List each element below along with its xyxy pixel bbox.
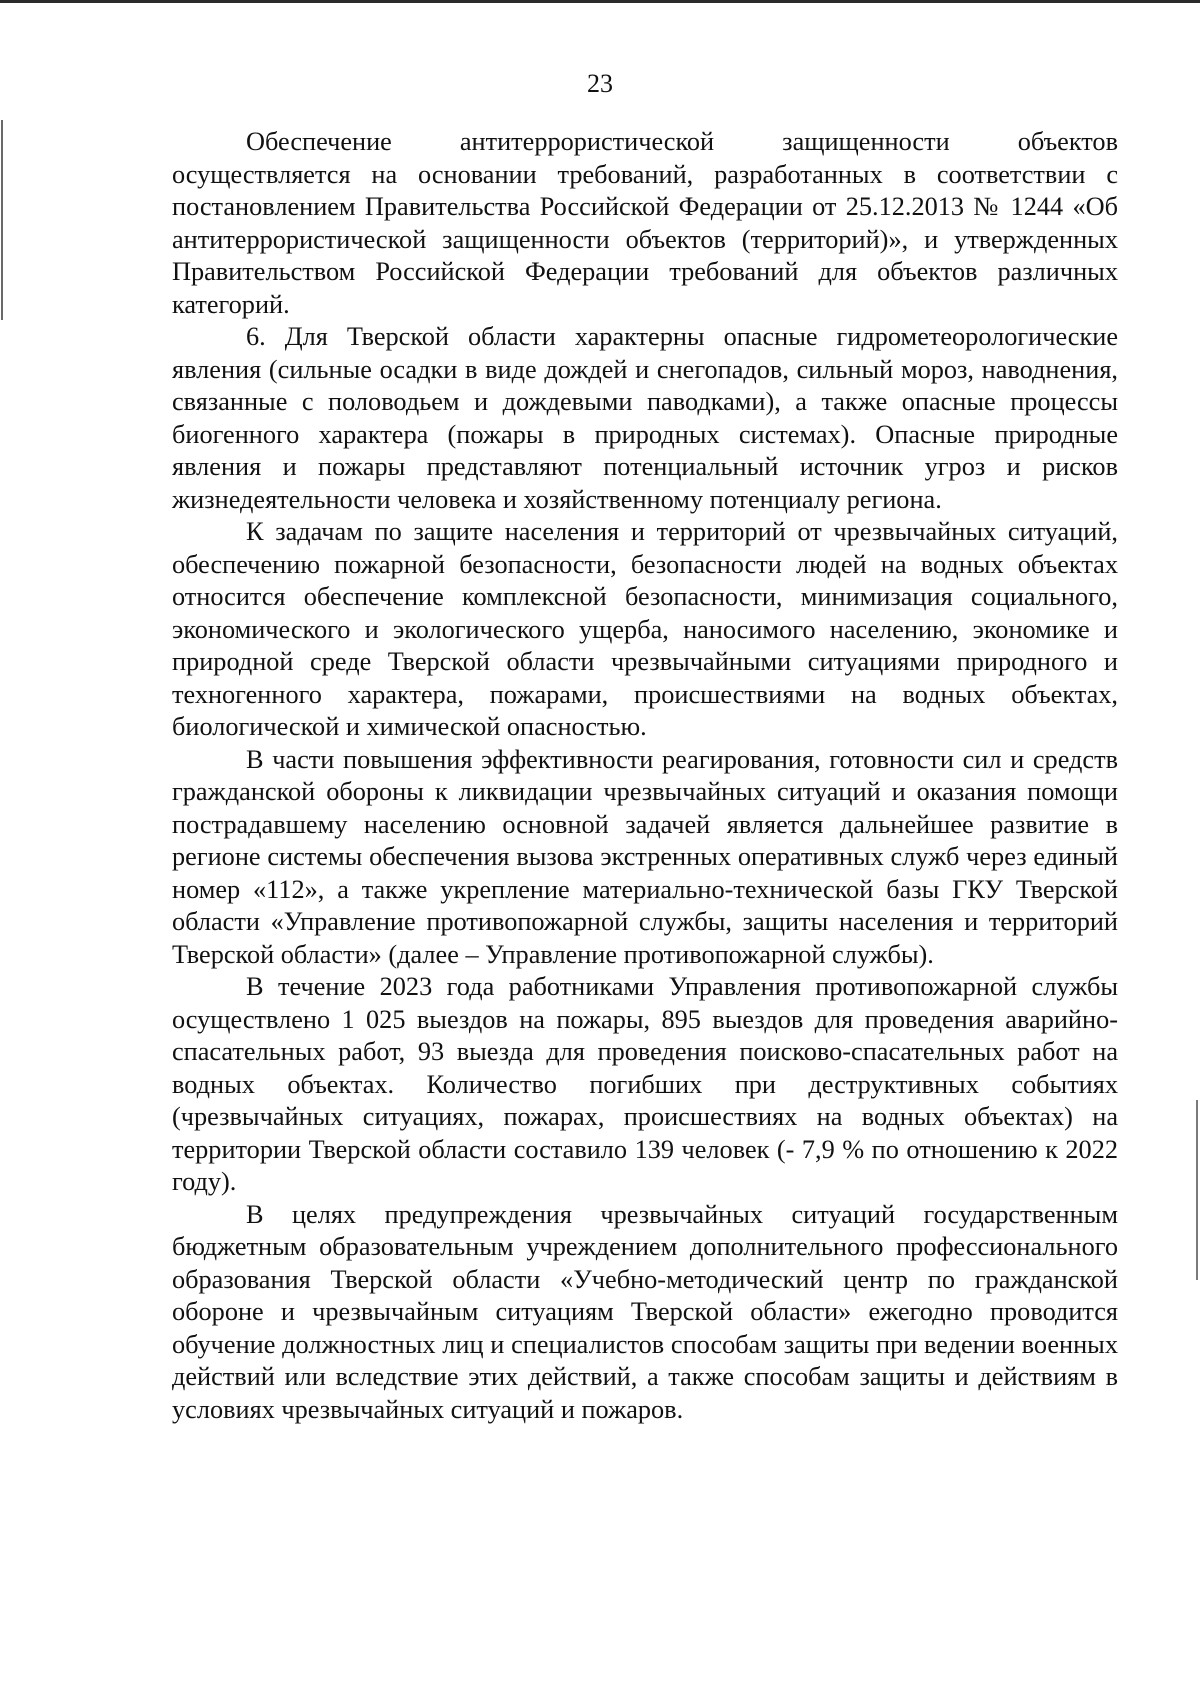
paragraph-response: В части повышения эффективности реагирования, готовности сил и средств гражданской обороны к ликвидации чрезвычайных ситуаций и оказания помощи пострадавшему населению основной задачей является дальнейшее развитие в регионе системы обеспечения вызова экстренных оперативных служб через единый номер «112», а также укрепление материально-технической базы ГКУ Тверской области «Управление противопожарной службы, защиты населения и территорий Тверской области» (далее – Управление противопожарной службы). <box>172 744 1118 969</box>
scan-top-edge <box>0 0 1200 3</box>
scan-left-edge <box>1 120 3 320</box>
scan-right-edge <box>1196 1100 1198 1280</box>
paragraph-statistics: В течение 2023 года работниками Управления противопожарной службы осуществлено 1 025 выездов на пожары, 895 выездов для проведения аварийно-спасательных работ, 93 выезда для проведения поисково-спасательных работ на водных объектах. Количество погибших при деструктивных событиях (чрезвычайных ситуациях, пожарах, происшествиях на водных объектах) на территории Тверской области составило 139 человек (- 7,9 % по отношению к 2022 году). <box>172 972 1118 1196</box>
paragraph-tasks: К задачам по защите населения и территорий от чрезвычайных ситуаций, обеспечению пожарной безопасности, безопасности людей на водных объектах относится обеспечение комплексной безопасности, минимизация социального, экономического и экологического ущерба, наносимого населению, экономике и природной среде Тверской области чрезвычайными ситуациями природного и техногенного характера, пожарами, происшествиями на водных объектах, биологической и химической опасностью. <box>172 517 1118 741</box>
document-body <box>172 126 1118 1426</box>
paragraph-hazards: 6. Для Тверской области характерны опасные гидрометеорологические явления (сильные осадки в виде дождей и снегопадов, сильный мороз, наводнения, связанные с половодьем и дождевыми паводками), а также опасные процессы биогенного характера (пожары в природных системах). Опасные природные явления и пожары представляют потенциальный источник угроз и рисков жизнедеятельности человека и хозяйственному потенциалу региона. <box>172 322 1118 514</box>
page-number: 23 <box>587 69 613 98</box>
paragraph-training: В целях предупреждения чрезвычайных ситуаций государственным бюджетным образовательным учреждением дополнительного профессионального образования Тверской области «Учебно-методический центр по гражданской обороне и чрезвычайным ситуациям Тверской области» ежегодно проводится обучение должностных лиц и специалистов способам защиты при ведении военных действий или вследствие этих действий, а также способам защиты и действиям в условиях чрезвычайных ситуаций и пожаров. <box>172 1199 1118 1424</box>
paragraph-antiterror: Обеспечение антитеррористической защищенности объектов осуществляется на основании требований, разработанных в соответствии с постановлением Правительства Российской Федерации от 25.12.2013 № 1244 «Об антитеррористической защищенности объектов (территорий)», и утвержденных Правительством Российской Федерации требований для объектов различных категорий. <box>172 127 1118 319</box>
